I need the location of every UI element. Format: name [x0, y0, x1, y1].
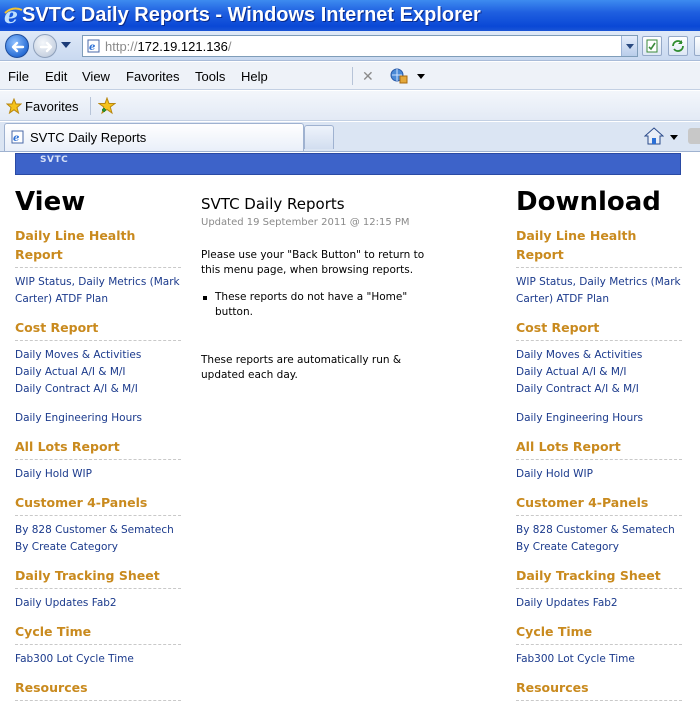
forward-button[interactable]	[33, 34, 57, 58]
menu-separator	[352, 67, 353, 85]
svg-text:e: e	[89, 42, 96, 53]
feeds-icon[interactable]	[688, 128, 700, 144]
section-gap	[15, 308, 181, 318]
menu-bar	[0, 62, 700, 90]
download-link-by-828-customer-sematech[interactable]: By 828 Customer & Sematech	[516, 524, 675, 536]
refresh-icon	[669, 37, 687, 55]
section-gap	[15, 556, 181, 566]
view-link-daily-moves-activities[interactable]: Daily Moves & Activities	[15, 349, 142, 361]
download-section-all-lots-report[interactable]: All Lots Report	[516, 439, 621, 454]
view-section-daily-line-health-report[interactable]: Daily Line Health Report	[15, 228, 136, 262]
compatibility-icon	[643, 37, 661, 55]
back-arrow-icon	[10, 39, 26, 55]
menu-tools[interactable]: Tools	[195, 69, 226, 84]
view-link-daily-updates-fab2[interactable]: Daily Updates Fab2	[15, 597, 117, 609]
section-gap	[15, 427, 181, 437]
section-divider	[516, 515, 682, 516]
section-divider	[516, 267, 682, 268]
section-divider	[15, 700, 181, 701]
address-dropdown-button[interactable]	[621, 36, 637, 56]
download-section-customer-4-panels[interactable]: Customer 4-Panels	[516, 495, 649, 510]
favorites-button[interactable]: Favorites	[25, 99, 79, 114]
download-link-daily-moves-activities[interactable]: Daily Moves & Activities	[516, 349, 643, 361]
section-divider	[516, 700, 682, 701]
notes-list	[201, 290, 441, 320]
view-section-daily-tracking-sheet[interactable]: Daily Tracking Sheet	[15, 568, 160, 583]
menu-file[interactable]: File	[8, 69, 29, 84]
page-content	[0, 153, 700, 710]
home-dropdown-icon[interactable]	[670, 135, 678, 140]
section-gap	[516, 427, 682, 437]
window-title: SVTC Daily Reports - Windows Internet Explorer	[22, 4, 481, 26]
tab-svtc-daily-reports[interactable]	[4, 123, 304, 151]
new-tab-button[interactable]	[304, 125, 334, 149]
download-link-by-create-category[interactable]: By Create Category	[516, 541, 619, 553]
menu-favorites[interactable]: Favorites	[126, 69, 180, 84]
home-icon[interactable]	[644, 127, 664, 145]
page-banner	[15, 153, 681, 175]
view-section-customer-4-panels[interactable]: Customer 4-Panels	[15, 495, 148, 510]
back-button[interactable]	[5, 34, 29, 58]
stop-button[interactable]	[694, 36, 700, 56]
address-toolbar	[0, 31, 700, 61]
view-link-daily-contract-a-i-m-i[interactable]: Daily Contract A/I & M/I	[15, 383, 138, 395]
section-divider	[15, 267, 181, 268]
view-link-by-828-customer-sematech[interactable]: By 828 Customer & Sematech	[15, 524, 174, 536]
view-column	[15, 226, 181, 710]
updated-timestamp: Updated 19 September 2011 @ 12:15 PM	[201, 217, 410, 228]
translate-dropdown-icon[interactable]	[417, 74, 425, 79]
banner-label: SVTC	[40, 155, 69, 165]
tab-label: SVTC Daily Reports	[30, 130, 147, 145]
download-section-daily-tracking-sheet[interactable]: Daily Tracking Sheet	[516, 568, 661, 583]
svg-text:e: e	[13, 133, 20, 144]
section-divider	[15, 515, 181, 516]
view-link-by-create-category[interactable]: By Create Category	[15, 541, 118, 553]
view-heading: View	[15, 187, 86, 217]
add-to-favorites-bar-icon[interactable]	[98, 97, 116, 115]
section-divider	[15, 644, 181, 645]
download-link-daily-contract-a-i-m-i[interactable]: Daily Contract A/I & M/I	[516, 383, 639, 395]
back-button-note: Please use your "Back Button" to return to this menu page, when browsing reports.	[201, 249, 425, 276]
section-divider	[15, 588, 181, 589]
section-gap	[516, 308, 682, 318]
download-link-daily-updates-fab2[interactable]: Daily Updates Fab2	[516, 597, 618, 609]
page-icon	[11, 130, 25, 144]
menu-help[interactable]: Help	[241, 69, 268, 84]
download-link-daily-actual-a-i-m-i[interactable]: Daily Actual A/I & M/I	[516, 366, 627, 378]
section-divider	[516, 340, 682, 341]
menu-view[interactable]: View	[82, 69, 110, 84]
view-link-fab300-lot-cycle-time[interactable]: Fab300 Lot Cycle Time	[15, 653, 134, 665]
download-section-resources[interactable]: Resources	[516, 680, 589, 695]
address-field[interactable]	[82, 35, 638, 57]
spacer	[516, 398, 682, 410]
page-icon	[87, 39, 101, 53]
center-info	[201, 195, 441, 383]
close-icon[interactable]: ✕	[362, 68, 374, 84]
translate-icon[interactable]	[390, 67, 408, 85]
download-section-daily-line-health-report[interactable]: Daily Line Health Report	[516, 228, 637, 262]
window-title-bar	[0, 0, 700, 31]
section-divider	[516, 644, 682, 645]
view-link-daily-engineering-hours[interactable]: Daily Engineering Hours	[15, 412, 143, 424]
compatibility-view-button[interactable]	[642, 36, 662, 56]
tab-bar	[0, 122, 700, 152]
section-gap	[516, 668, 682, 678]
svg-text:e: e	[4, 4, 18, 26]
auto-update-note: These reports are automatically run & updated each day.	[201, 354, 402, 381]
section-gap	[516, 556, 682, 566]
favorites-star-icon[interactable]	[6, 98, 22, 114]
recent-pages-dropdown[interactable]	[61, 42, 71, 48]
download-column	[516, 226, 682, 710]
download-link-daily-hold-wip[interactable]: Daily Hold WIP	[516, 468, 593, 480]
view-section-all-lots-report[interactable]: All Lots Report	[15, 439, 120, 454]
refresh-button[interactable]	[668, 36, 688, 56]
internet-explorer-icon	[3, 4, 23, 26]
section-divider	[516, 459, 682, 460]
section-divider	[516, 588, 682, 589]
page-title: SVTC Daily Reports	[201, 195, 345, 213]
download-section-cost-report[interactable]: Cost Report	[516, 320, 600, 335]
view-link-daily-hold-wip[interactable]: Daily Hold WIP	[15, 468, 92, 480]
download-link-fab300-lot-cycle-time[interactable]: Fab300 Lot Cycle Time	[516, 653, 635, 665]
download-heading: Download	[516, 187, 661, 217]
favorites-bar	[0, 91, 700, 121]
forward-arrow-icon	[38, 39, 54, 55]
address-url: http://172.19.121.136/	[105, 39, 232, 54]
section-gap	[516, 483, 682, 493]
section-gap	[15, 483, 181, 493]
view-link-wip-status-daily-metrics-mark-carter-atdf-plan[interactable]: WIP Status, Daily Metrics (Mark Carter) ATDF Plan	[15, 276, 180, 305]
favorites-separator	[90, 97, 91, 115]
section-gap	[516, 612, 682, 622]
section-gap	[15, 668, 181, 678]
view-section-cost-report[interactable]: Cost Report	[15, 320, 99, 335]
home-button-note: These reports do not have a "Home" button.	[201, 290, 441, 320]
menu-edit[interactable]: Edit	[45, 69, 68, 84]
download-section-cycle-time[interactable]: Cycle Time	[516, 624, 593, 639]
section-gap	[15, 612, 181, 622]
view-section-cycle-time[interactable]: Cycle Time	[15, 624, 92, 639]
view-section-resources[interactable]: Resources	[15, 680, 88, 695]
section-divider	[15, 340, 181, 341]
download-link-wip-status-daily-metrics-mark-carter-atdf-plan[interactable]: WIP Status, Daily Metrics (Mark Carter) ATDF Plan	[516, 276, 681, 305]
section-divider	[15, 459, 181, 460]
spacer	[15, 398, 181, 410]
download-link-daily-engineering-hours[interactable]: Daily Engineering Hours	[516, 412, 644, 424]
view-link-daily-actual-a-i-m-i[interactable]: Daily Actual A/I & M/I	[15, 366, 126, 378]
